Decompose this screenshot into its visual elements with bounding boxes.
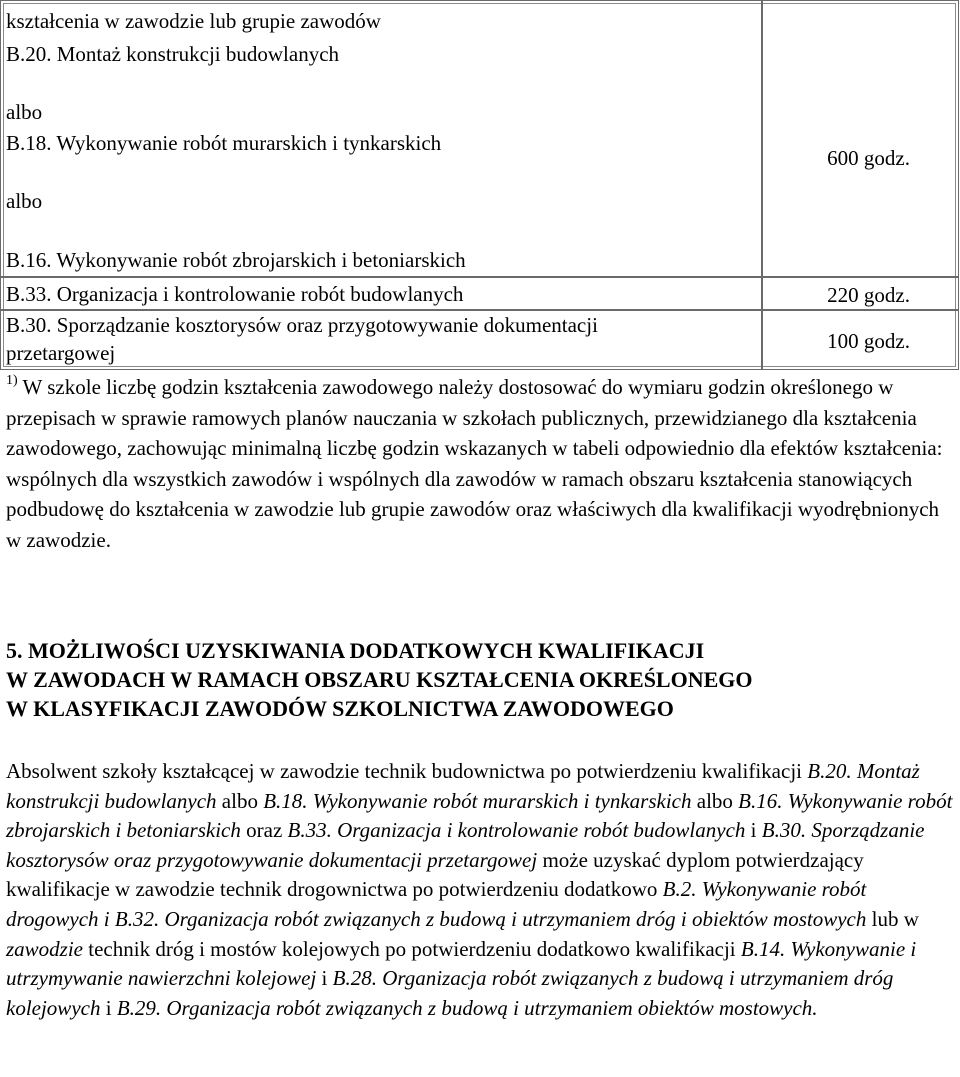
- table-row-1-line: albo: [6, 100, 43, 124]
- table-row-1-line: kształcenia w zawodzie lub grupie zawodów: [6, 9, 381, 33]
- qualification-ref: B.14. Wykonywanie i utrzymywanie nawierzchni kolejowej: [6, 936, 917, 991]
- footnote: [6, 372, 956, 555]
- qualification-ref: zawodzie: [6, 936, 84, 961]
- qualification-ref: B.33. Organizacja i kontrolowanie robót budowlanych: [287, 818, 746, 843]
- table-row-1-hours-cell: [762, 0, 959, 277]
- qualification-ref: B.2. Wykonywanie robót drogowych i B.32. Organizacja robót związanych z budową i utrzymaniem dróg i obiektów mostowych: [6, 877, 867, 931]
- paragraph-text: i: [100, 995, 117, 1020]
- paragraph-text: technik dróg i mostów kolejowych po potwierdzeniu dodatkowo kwalifikacji: [83, 936, 741, 961]
- section-heading-line: W ZAWODACH W RAMACH OBSZARU KSZTAŁCENIA OKREŚLONEGO: [6, 667, 753, 692]
- table-row-3-label: B.30. Sporządzanie kosztorysów oraz przygotowywanie dokumentacji: [6, 313, 598, 337]
- body-paragraph: [6, 757, 960, 1023]
- footnote-text: W szkole liczbę godzin kształcenia zawodowego należy dostosować do wymiaru godzin określonego w przepisach w sprawie ramowych planów nauczania w szkołach publicznych, przewidzianego dla kształcenia zawodowego, zachowując minimalną liczbę godzin wskazanych w tabeli odpowiednio dla efektów kształcenia: wspólnych dla wszystkich zawodów i wspólnych dla zawodów w ramach obszaru kształcenia stanowiących podbudowę do kształcenia w zawodzie lub grupie zawodów oraz właściwych dla kwalifikacji wyodrębnionych w zawodzie.: [6, 375, 943, 552]
- qualification-ref: B.16. Wykonywanie robót zbrojarskich i betoniarskich: [6, 788, 953, 843]
- paragraph-text: i: [745, 818, 762, 843]
- section-heading: [6, 636, 956, 723]
- paragraph-text: Absolwent szkoły kształcącej w zawodzie technik budownictwa po potwierdzeniu kwalifikacji: [6, 759, 808, 783]
- table-row-1-line: B.18. Wykonywanie robót murarskich i tynkarskich: [6, 131, 442, 155]
- table-row-1-hours: 600 godz.: [827, 146, 910, 170]
- qualification-ref: B.29. Organizacja robót związanych z budową i utrzymaniem obiektów mostowych.: [116, 995, 818, 1020]
- table-row-3-hours: 100 godz.: [827, 329, 910, 353]
- paragraph-text: albo: [216, 788, 264, 813]
- table-row-2-hours: 220 godz.: [827, 283, 910, 307]
- section-heading-line: W KLASYFIKACJI ZAWODÓW SZKOLNICTWA ZAWODOWEGO: [6, 696, 674, 721]
- qualifications-table: [0, 0, 959, 370]
- paragraph-text: oraz: [240, 818, 288, 843]
- qualification-ref: B.18. Wykonywanie robót murarskich i tynkarskich: [263, 788, 692, 813]
- qualification-ref: B.28. Organizacja robót związanych z budową i utrzymaniem dróg kolejowych: [6, 966, 894, 1020]
- section-heading-line: 5. MOŻLIWOŚCI UZYSKIWANIA DODATKOWYCH KWALIFIKACJI: [6, 638, 705, 663]
- paragraph-text: i: [316, 966, 333, 991]
- paragraph-text: lub w: [866, 906, 919, 931]
- footnote-marker: 1): [6, 373, 18, 388]
- table-row-3-label-cont: przetargowej: [6, 341, 116, 365]
- qualification-ref: B.30. Sporządzanie kosztorysów oraz przygotowywanie dokumentacji przetargowej: [6, 818, 925, 872]
- table-row-1-line: B.16. Wykonywanie robót zbrojarskich i betoniarskich: [6, 248, 466, 272]
- table-row-1-line: albo: [6, 189, 43, 213]
- table-row-2-label: B.33. Organizacja i kontrolowanie robót budowlanych: [6, 282, 464, 306]
- paragraph-text: albo: [691, 788, 739, 813]
- paragraph-text: może uzyskać dyplom potwierdzający kwalifikacje w zawodzie technik drogownictwa po potwierdzeniu dodatkowo: [6, 847, 864, 902]
- qualification-ref: B.20. Montaż konstrukcji budowlanych: [6, 759, 920, 813]
- table-row-1-line: B.20. Montaż konstrukcji budowlanych: [6, 42, 340, 66]
